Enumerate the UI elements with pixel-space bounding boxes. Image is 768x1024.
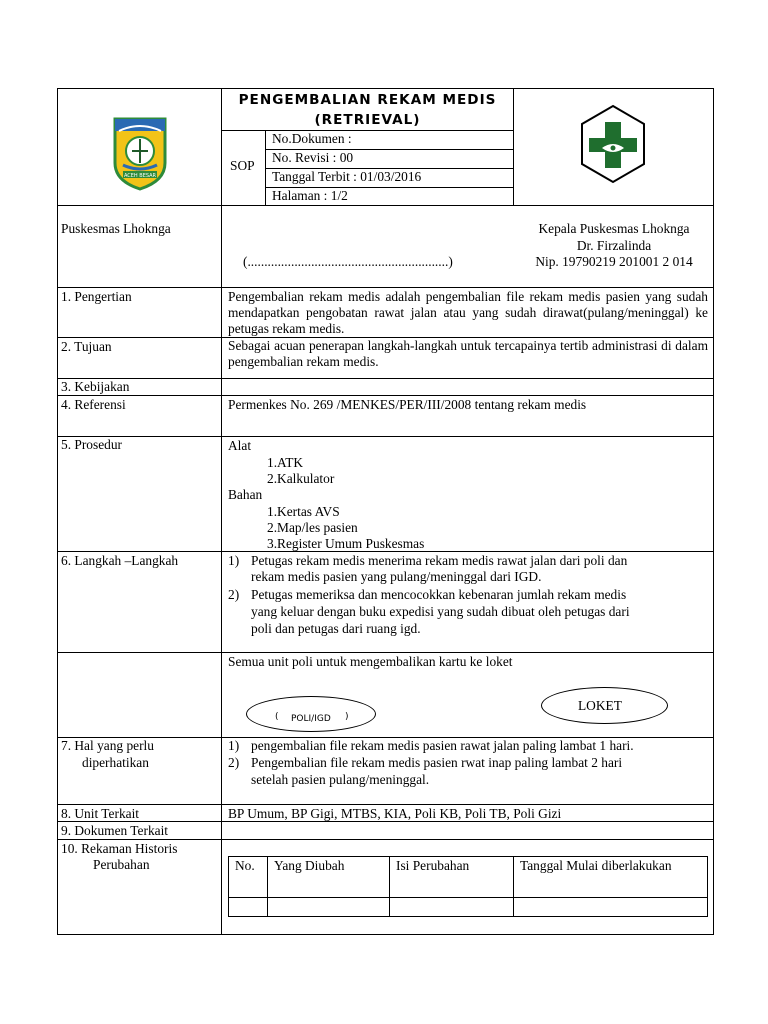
head-name: Dr. Firzalinda bbox=[576, 237, 652, 253]
head-signature-block bbox=[514, 221, 714, 271]
rekaman-label-line-1: 10. Rekaman Historis bbox=[61, 841, 178, 856]
head-title: Kepala Puskesmas Lhoknga bbox=[538, 221, 690, 236]
flow-poli-label: POLI/IGD bbox=[291, 714, 331, 724]
row-line-kebijakan bbox=[57, 395, 714, 396]
alat-item-2: 2.Kalkulator bbox=[267, 471, 335, 486]
referensi-text: Permenkes No. 269 /MENKES/PER/III/2008 tentang rekam medis bbox=[228, 397, 587, 412]
bahan-item-3: 3.Register Umum Puskesmas bbox=[267, 536, 425, 551]
history-header-no: No. bbox=[235, 858, 255, 873]
history-table-col-3 bbox=[513, 856, 514, 917]
doc-field-number: No.Dokumen : bbox=[272, 131, 352, 146]
referensi-label: 4. Referensi bbox=[61, 397, 126, 412]
langkah-2-line-3: poli dan petugas dari ruang igd. bbox=[251, 621, 421, 636]
institution-name: Puskesmas Lhoknga bbox=[61, 221, 171, 236]
hal-2-line-1: Pengembalian file rekam medis pasien rwat inap paling lambat 2 hari bbox=[251, 755, 623, 770]
bahan-label: Bahan bbox=[228, 487, 263, 502]
history-table-row-line bbox=[228, 897, 708, 898]
row-line-hal bbox=[57, 804, 714, 805]
history-table-col-2 bbox=[389, 856, 390, 917]
alat-item-1: 1.ATK bbox=[267, 455, 304, 470]
pengertian-text: Pengembalian rekam medis adalah pengembalian file rekam medis pasien yang sudah mendapatkan pengobatan rawat jalan atau yang sudah dirawat(pulang/meninggal) ke petugas rekam medis. bbox=[228, 289, 708, 336]
doc-field-page: Halaman : 1/2 bbox=[272, 188, 348, 203]
langkah-1-line-1: Petugas rekam medis menerima rekam medis rawat jalan dari poli dan bbox=[251, 553, 628, 568]
bahan-item-2: 2.Map/les pasien bbox=[267, 520, 358, 535]
history-header-changed: Yang Diubah bbox=[274, 858, 345, 873]
header-row-bottom bbox=[57, 205, 714, 206]
hal-label-line-2: diperhatikan bbox=[82, 755, 149, 770]
title-divider-sop bbox=[221, 130, 265, 131]
flow-loket-label: LOKET bbox=[578, 698, 622, 713]
langkah-1-number: 1) bbox=[228, 553, 240, 568]
history-header-content: Isi Perubahan bbox=[396, 858, 470, 873]
sop-label: SOP bbox=[230, 158, 255, 173]
head-nip: Nip. 19790219 201001 2 014 bbox=[535, 254, 693, 269]
langkah-2-line-2: yang keluar dengan buku expedisi yang sudah dibuat oleh petugas dari bbox=[251, 604, 630, 619]
langkah-label: 6. Langkah –Langkah bbox=[61, 553, 179, 568]
hal-1-text: pengembalian file rekam medis pasien rawat jalan paling lambat 1 hari. bbox=[251, 738, 634, 753]
hal-1-number: 1) bbox=[228, 738, 240, 753]
signature-placeholder: (............................................................) bbox=[243, 254, 453, 269]
puskesmas-logo bbox=[578, 104, 648, 184]
header-divider-right bbox=[513, 88, 514, 205]
flow-poli-bracket-left: ( bbox=[275, 712, 279, 722]
title-line-2: (RETRIEVAL) bbox=[314, 112, 421, 128]
doc-field-revision: No. Revisi : 00 bbox=[272, 150, 354, 165]
dokumen-label: 9. Dokumen Terkait bbox=[61, 823, 169, 838]
unit-label: 8. Unit Terkait bbox=[61, 806, 140, 821]
aceh-besar-logo bbox=[109, 113, 171, 191]
langkah-2-line-1: Petugas memeriksa dan mencocokkan kebenaran jumlah rekam medis bbox=[251, 587, 627, 602]
langkah-1-line-2: rekam medis pasien yang pulang/meninggal dari IGD. bbox=[251, 569, 542, 584]
document-title bbox=[222, 90, 513, 130]
aceh-besar-logo-text: ACEH BESAR bbox=[123, 173, 157, 179]
kebijakan-label: 3. Kebijakan bbox=[61, 379, 130, 394]
rekaman-label-line-2: Perubahan bbox=[93, 857, 150, 872]
pengertian-label: 1. Pengertian bbox=[61, 289, 132, 304]
row-line-referensi bbox=[57, 436, 714, 437]
row-line-langkah bbox=[57, 652, 714, 653]
doc-field-issue-date: Tanggal Terbit : 01/03/2016 bbox=[272, 169, 422, 184]
hal-label-line-1: 7. Hal yang perlu bbox=[61, 738, 154, 753]
hal-2-number: 2) bbox=[228, 755, 240, 770]
header-divider-left bbox=[221, 88, 222, 935]
hal-2-line-2: setelah pasien pulang/meninggal. bbox=[251, 772, 430, 787]
history-table-col-1 bbox=[267, 856, 268, 917]
flow-description: Semua unit poli untuk mengembalikan kartu ke loket bbox=[228, 654, 513, 669]
tujuan-text: Sebagai acuan penerapan langkah-langkah untuk tercapainya tertib administrasi di dalam pengembalian rekam medis. bbox=[228, 338, 708, 369]
history-header-effective-date: Tanggal Mulai diberlakukan bbox=[520, 858, 672, 873]
row-line-tujuan bbox=[57, 378, 714, 379]
row-line-dokumen bbox=[57, 839, 714, 840]
alat-label: Alat bbox=[228, 438, 252, 453]
langkah-2-number: 2) bbox=[228, 587, 240, 602]
bahan-item-1: 1.Kertas AVS bbox=[267, 504, 340, 519]
signature-row-bottom bbox=[57, 287, 714, 288]
flow-poli-bracket-right: ) bbox=[345, 712, 349, 722]
unit-text: BP Umum, BP Gigi, MTBS, KIA, Poli KB, Poli TB, Poli Gizi bbox=[228, 806, 562, 821]
title-line-1: PENGEMBALIAN REKAM MEDIS bbox=[238, 92, 497, 108]
prosedur-label: 5. Prosedur bbox=[61, 437, 122, 452]
tujuan-label: 2. Tujuan bbox=[61, 339, 112, 354]
